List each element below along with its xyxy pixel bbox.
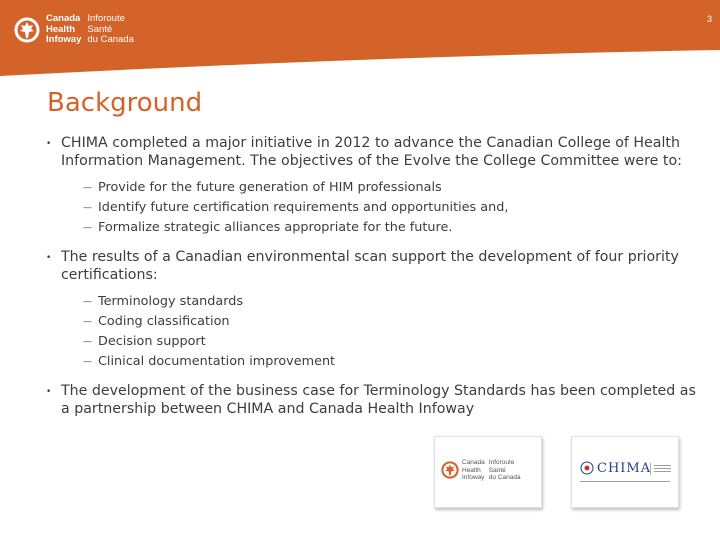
page-number: 3 [706,14,712,24]
sub-text: Coding classification [98,314,230,329]
infoway-text-fr-2: Santé [488,466,506,474]
bullet-marker: • [46,139,52,149]
sub-text: Decision support [98,334,206,349]
sub-text: Formalize strategic alliances appropriate for the future. [98,220,453,235]
slide-title: Background [47,88,203,118]
dash-marker: — [83,357,92,367]
logo-text-fr-3: du Canada [87,34,134,45]
dash-marker: — [83,297,92,307]
sub-list [83,178,696,238]
sub-item [83,178,696,198]
sub-item [83,332,696,352]
sub-text: Identify future certification requirements and opportunities and, [98,200,509,215]
sub-item [83,352,696,372]
infoway-logo-box [434,436,542,508]
chima-divider [650,463,671,475]
header-bar [0,0,720,80]
sub-item [83,218,696,238]
chima-emblem-icon [580,461,594,475]
bullet-text: The results of a Canadian environmental scan support the development of four priority certifications: [61,249,679,283]
sub-text: Terminology standards [98,294,244,309]
infoway-text-en-3: Infoway [462,474,485,481]
slide-content [46,134,696,418]
dash-marker: — [83,317,92,327]
bullet-item [46,382,696,418]
sub-text: Provide for the future generation of HIM professionals [98,180,442,195]
dash-marker: — [83,203,92,213]
chima-rule [580,481,670,482]
infoway-logo [14,14,134,46]
maple-leaf-icon [441,460,459,480]
infoway-text-fr-3: du Canada [488,474,521,481]
bullet-marker: • [46,253,52,263]
sub-item [83,312,696,332]
infoway-text-en-1: Canada [462,459,485,466]
logo-text-en-1: Canada [46,13,81,24]
chima-wordmark: CHIMA [597,461,652,476]
sub-text: Clinical documentation improvement [98,354,336,369]
bullet-item [46,134,696,170]
dash-marker: — [83,337,92,347]
bullet-item [46,248,696,284]
infoway-text-fr-1: Inforoute [488,459,515,466]
bullet-marker: • [46,387,52,397]
logo-text-fr-1: Inforoute [87,13,125,24]
maple-leaf-icon [14,16,40,44]
sub-list [83,292,696,372]
logo-text-en-3: Infoway [46,34,82,45]
logo-text-fr-2: Santé [87,23,113,35]
logo-text-en-2: Health [46,23,76,35]
dash-marker: — [83,223,92,233]
bullet-text: CHIMA completed a major initiative in 2012 to advance the Canadian College of Health Information Management. The objectives of the Evolve the College Committee were to: [61,135,682,169]
infoway-text-en-2: Health [462,466,481,474]
sub-item [83,292,696,312]
chima-logo-box [571,436,679,508]
bullet-text: The development of the business case for Terminology Standards has been completed as a partnership between CHIMA and Canada Health Infoway [61,383,696,417]
dash-marker: — [83,183,92,193]
sub-item [83,198,696,218]
